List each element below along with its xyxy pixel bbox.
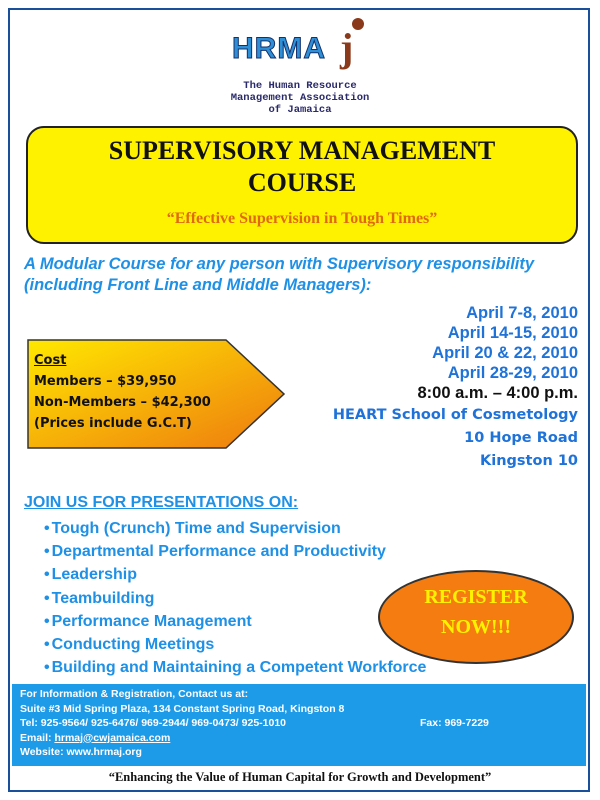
email-link[interactable]: hrmaj@cwjamaica.com — [54, 731, 171, 744]
contact-website[interactable]: Website: www.hrmaj.org — [20, 746, 142, 758]
course-title-line1: SUPERVISORY MANAGEMENT — [108, 136, 496, 165]
intro-line: (including Front Line and Middle Managers): — [24, 276, 372, 294]
course-title-line2: COURSE — [247, 168, 357, 197]
register-label: REGISTER — [424, 586, 528, 608]
association-line: Management Association — [230, 92, 370, 104]
schedule — [333, 303, 578, 473]
topic-item: • Performance Management — [44, 610, 426, 633]
cost-details — [34, 350, 211, 434]
topic-item: • Conducting Meetings — [44, 633, 426, 656]
contact-tel: Tel: 925-9564/ 925-6476/ 969-2944/ 969-0473/ 925-1010 — [20, 717, 287, 729]
venue-line: Kingston 10 — [480, 453, 578, 469]
presentations-heading: JOIN US FOR PRESENTATIONS ON: — [24, 494, 299, 511]
course-date: April 14-15, 2010 — [447, 324, 578, 342]
course-subtitle: “Effective Supervision in Tough Times” — [166, 210, 438, 227]
association-line: The Human Resource — [243, 80, 357, 92]
logo-mark: j — [340, 25, 354, 70]
venue-line: HEART School of Cosmetology — [332, 407, 578, 423]
logo-figure-icon — [352, 18, 364, 30]
register-now-label: NOW!!! — [441, 616, 511, 638]
topic-item: • Building and Maintaining a Competent Workforce — [44, 656, 426, 679]
topics-list — [44, 517, 426, 679]
topic-item: • Leadership — [44, 563, 426, 586]
association-line: of Jamaica — [268, 104, 332, 116]
cost-label: Cost — [34, 353, 67, 368]
intro-line: A Modular Course for any person with Supervisory responsibility — [24, 255, 535, 273]
topic-item: • Teambuilding — [44, 587, 426, 610]
contact-phone-line — [20, 716, 489, 731]
members-price: Members – $39,950 — [34, 374, 177, 389]
course-intro — [24, 254, 584, 296]
non-members-price: Non-Members – $42,300 — [34, 395, 211, 410]
contact-email-line — [20, 731, 344, 746]
email-label: Email: — [20, 731, 55, 744]
course-date: April 20 & 22, 2010 — [432, 344, 578, 362]
price-note: (Prices include G.C.T) — [34, 416, 192, 431]
register-now-badge[interactable] — [378, 570, 574, 664]
venue-line: 10 Hope Road — [464, 430, 578, 446]
course-date: April 28-29, 2010 — [447, 364, 578, 382]
tagline: “Enhancing the Value of Human Capital for Growth and Development” — [108, 770, 492, 784]
topic-item: • Departmental Performance and Productivity — [44, 540, 426, 563]
logo-text: HRMA — [232, 32, 326, 65]
contact-heading: For Information & Registration, Contact us at: — [20, 688, 249, 700]
topic-item: • Tough (Crunch) Time and Supervision — [44, 517, 426, 540]
contact-fax: Fax: 969-7229 — [420, 717, 489, 729]
course-time: 8:00 a.m. – 4:00 p.m. — [417, 384, 578, 402]
contact-address: Suite #3 Mid Spring Plaza, 134 Constant Spring Road, Kingston 8 — [20, 702, 345, 715]
association-name — [200, 80, 400, 116]
course-date: April 7-8, 2010 — [466, 304, 578, 322]
venue — [333, 404, 578, 473]
title-banner — [26, 126, 578, 244]
contact-panel — [12, 684, 586, 766]
hrmaj-logo — [232, 26, 372, 70]
